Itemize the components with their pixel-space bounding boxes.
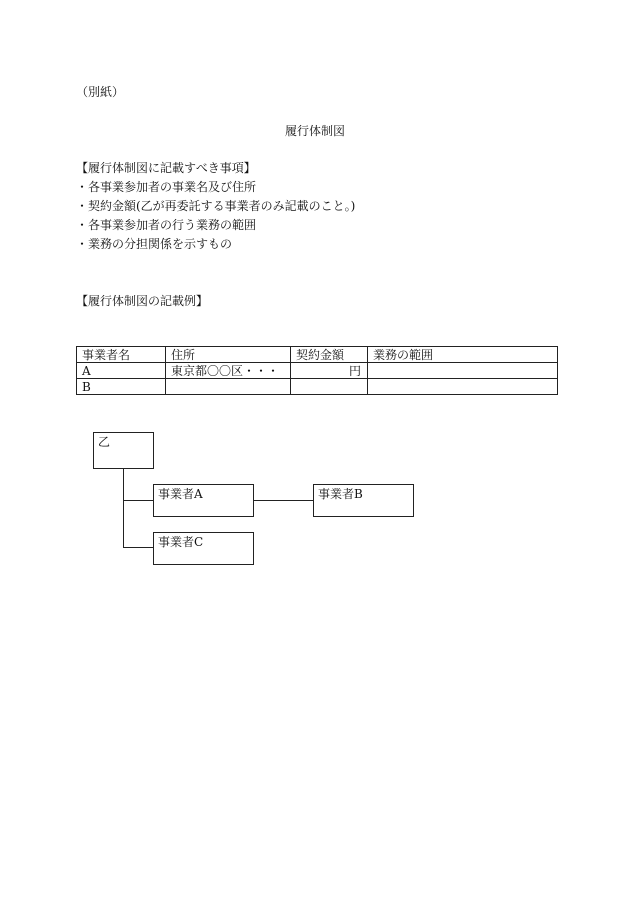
diagram-node-label: 乙 xyxy=(98,435,111,449)
item-line: ・各事業参加者の事業名及び住所 xyxy=(76,180,257,194)
diagram-node-label: 事業者B xyxy=(318,487,363,501)
appendix-label: （別紙） xyxy=(76,85,125,99)
diagram-node-a xyxy=(153,484,254,517)
table-cell xyxy=(166,379,291,395)
column-header-address: 住所 xyxy=(166,347,291,363)
item-line: ・各事業参加者の行う業務の範囲 xyxy=(76,218,257,232)
table-row xyxy=(77,379,558,395)
table-cell xyxy=(368,363,558,379)
column-header-amount: 契約金額 xyxy=(291,347,368,363)
column-header-scope: 業務の範囲 xyxy=(368,347,558,363)
diagram-node-b xyxy=(313,484,414,517)
table-cell xyxy=(291,379,368,395)
connector-vertical xyxy=(123,468,124,548)
example-heading: 【履行体制図の記載例】 xyxy=(76,294,209,308)
diagram-node-c xyxy=(153,532,254,565)
diagram-node-label: 事業者A xyxy=(158,487,203,501)
connector-to-c xyxy=(123,547,153,548)
table-cell: 円 xyxy=(291,363,368,379)
table-cell: 東京都〇〇区・・・ xyxy=(166,363,291,379)
table-row xyxy=(77,363,558,379)
document-title: 履行体制図 xyxy=(284,124,345,138)
table-cell: A xyxy=(77,363,166,379)
items-heading: 【履行体制図に記載すべき事項】 xyxy=(76,161,256,175)
connector-to-a xyxy=(123,500,153,501)
column-header-company: 事業者名 xyxy=(77,347,166,363)
table-header-row xyxy=(77,347,558,363)
diagram-node-label: 事業者C xyxy=(158,535,204,549)
item-line: ・業務の分担関係を示すもの xyxy=(76,237,233,251)
example-table xyxy=(76,346,558,395)
table-cell xyxy=(368,379,558,395)
connector-a-to-b xyxy=(254,500,313,501)
item-line: ・契約金額(乙が再委託する事業者のみ記載のこと。) xyxy=(76,199,356,213)
table-cell: B xyxy=(77,379,166,395)
diagram-node-root xyxy=(93,432,154,469)
